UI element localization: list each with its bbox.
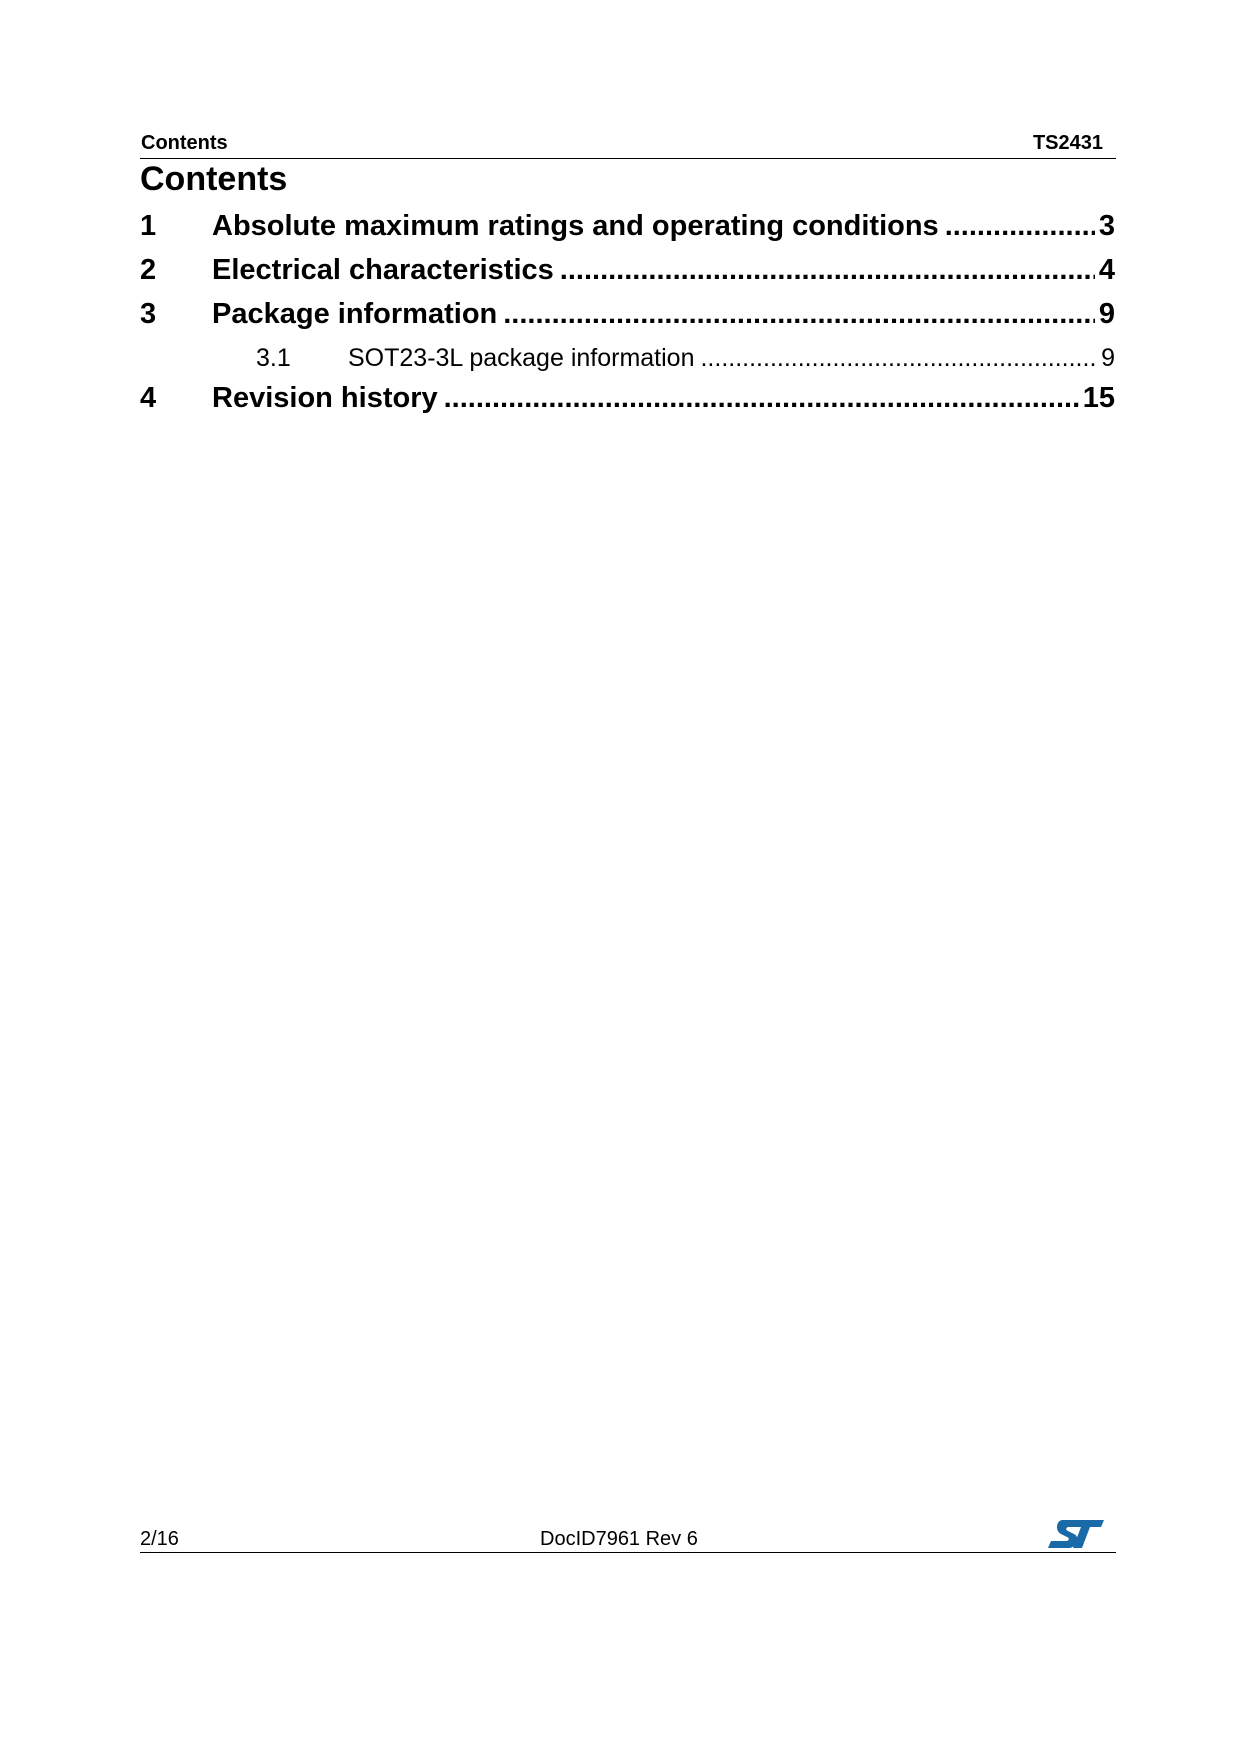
toc-dot-leader [945, 210, 1095, 243]
toc-entry-3[interactable] [140, 298, 1115, 331]
toc-entry-title: Electrical characteristics [212, 254, 554, 286]
toc-entry-title: Revision history [212, 382, 438, 414]
page-footer [140, 1522, 1116, 1553]
header-section: Contents [141, 132, 228, 154]
toc-dot-leader [700, 344, 1097, 373]
toc-entry-title: SOT23-3L package information [348, 344, 695, 372]
st-logo-icon [1046, 1518, 1106, 1550]
toc-entry-page: 3 [1098, 210, 1115, 242]
doc-id: DocID7961 Rev 6 [540, 1528, 698, 1550]
toc-entry-page: 9 [1101, 344, 1115, 372]
header-doc: TS2431 [1032, 132, 1103, 154]
toc-entry-number: 3.1 [256, 344, 291, 372]
toc-entry-3-1[interactable] [140, 344, 1115, 373]
toc-entry-number: 1 [140, 210, 157, 242]
page-title: Contents [140, 160, 288, 198]
toc-entry-number: 2 [140, 254, 157, 286]
toc-entry-1[interactable] [140, 210, 1115, 243]
toc-entry-title: Absolute maximum ratings and operating conditions [212, 210, 939, 242]
page-number: 2/16 [140, 1528, 179, 1550]
toc-dot-leader [560, 254, 1095, 287]
toc-entry-page: 9 [1098, 298, 1115, 330]
toc-entry-4[interactable] [140, 382, 1115, 415]
toc-dot-leader [444, 382, 1079, 415]
toc-dot-leader [503, 298, 1095, 331]
toc-entry-page: 4 [1098, 254, 1115, 286]
toc-entry-number: 3 [140, 298, 157, 330]
toc-entry-number: 4 [140, 382, 157, 414]
toc-entry-title: Package information [212, 298, 498, 330]
toc-entry-page: 15 [1082, 382, 1115, 414]
toc-entry-2[interactable] [140, 254, 1115, 287]
page-header [140, 130, 1116, 159]
